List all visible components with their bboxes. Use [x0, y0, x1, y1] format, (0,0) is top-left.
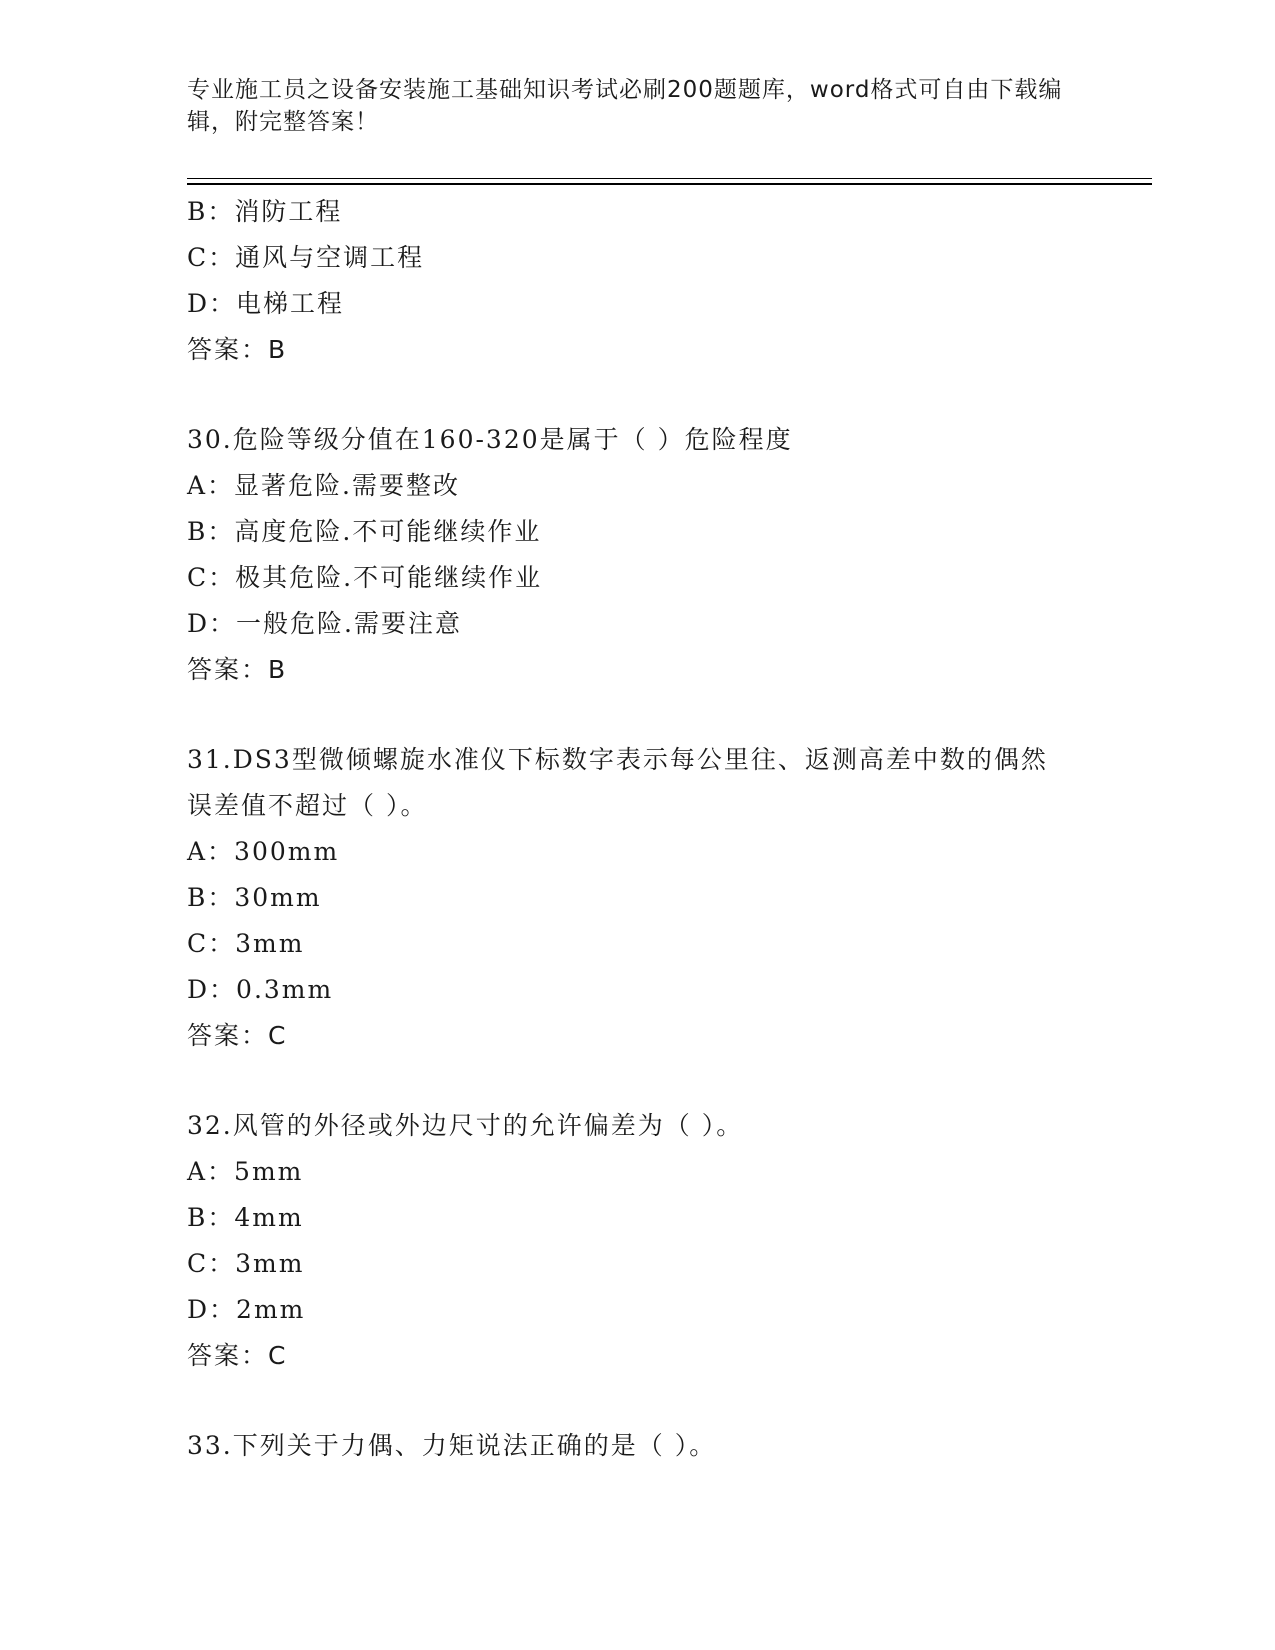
option-d: D：0.3mm [187, 975, 334, 1004]
answer-line: 答案：B [187, 335, 288, 364]
question-block [187, 737, 1152, 1059]
header-divider-thin [187, 178, 1152, 179]
document-header-title: 专业施工员之设备安装施工基础知识考试必刷200题题库，word格式可自由下载编辑，附完整答案！ [187, 77, 1063, 135]
question-block [187, 189, 1152, 373]
question-list [187, 189, 1152, 1469]
option-b: B：消防工程 [187, 197, 343, 226]
answer-line: 答案：B [187, 655, 288, 684]
option-d: D：一般危险.需要注意 [187, 609, 462, 638]
option-c: C：3mm [187, 929, 305, 958]
option-c: C：极其危险.不可能继续作业 [187, 563, 543, 592]
option-c: C：3mm [187, 1249, 305, 1278]
question-block [187, 1103, 1152, 1379]
question-text: 30.危险等级分值在160-320是属于（ ）危险程度 [187, 425, 793, 454]
question-block [187, 1423, 1152, 1469]
option-a: A：5mm [187, 1157, 304, 1186]
option-a: A：300mm [187, 837, 340, 866]
option-d: D：电梯工程 [187, 289, 345, 318]
answer-line: 答案：C [187, 1341, 288, 1370]
option-c: C：通风与空调工程 [187, 243, 425, 272]
option-b: B：30mm [187, 883, 322, 912]
option-b: B：4mm [187, 1203, 304, 1232]
header-divider-thick [187, 183, 1152, 185]
answer-line: 答案：C [187, 1021, 288, 1050]
question-text: 33.下列关于力偶、力矩说法正确的是（ ）。 [187, 1431, 717, 1460]
option-d: D：2mm [187, 1295, 306, 1324]
option-b: B：高度危险.不可能继续作业 [187, 517, 542, 546]
question-text: 31.DS3型微倾螺旋水准仪下标数字表示每公里往、返测高差中数的偶然误差值不超过（ ）。 [187, 745, 1048, 820]
question-text: 32.风管的外径或外边尺寸的允许偏差为（ ）。 [187, 1111, 744, 1140]
option-a: A：显著危险.需要整改 [187, 471, 461, 500]
question-block [187, 417, 1152, 693]
